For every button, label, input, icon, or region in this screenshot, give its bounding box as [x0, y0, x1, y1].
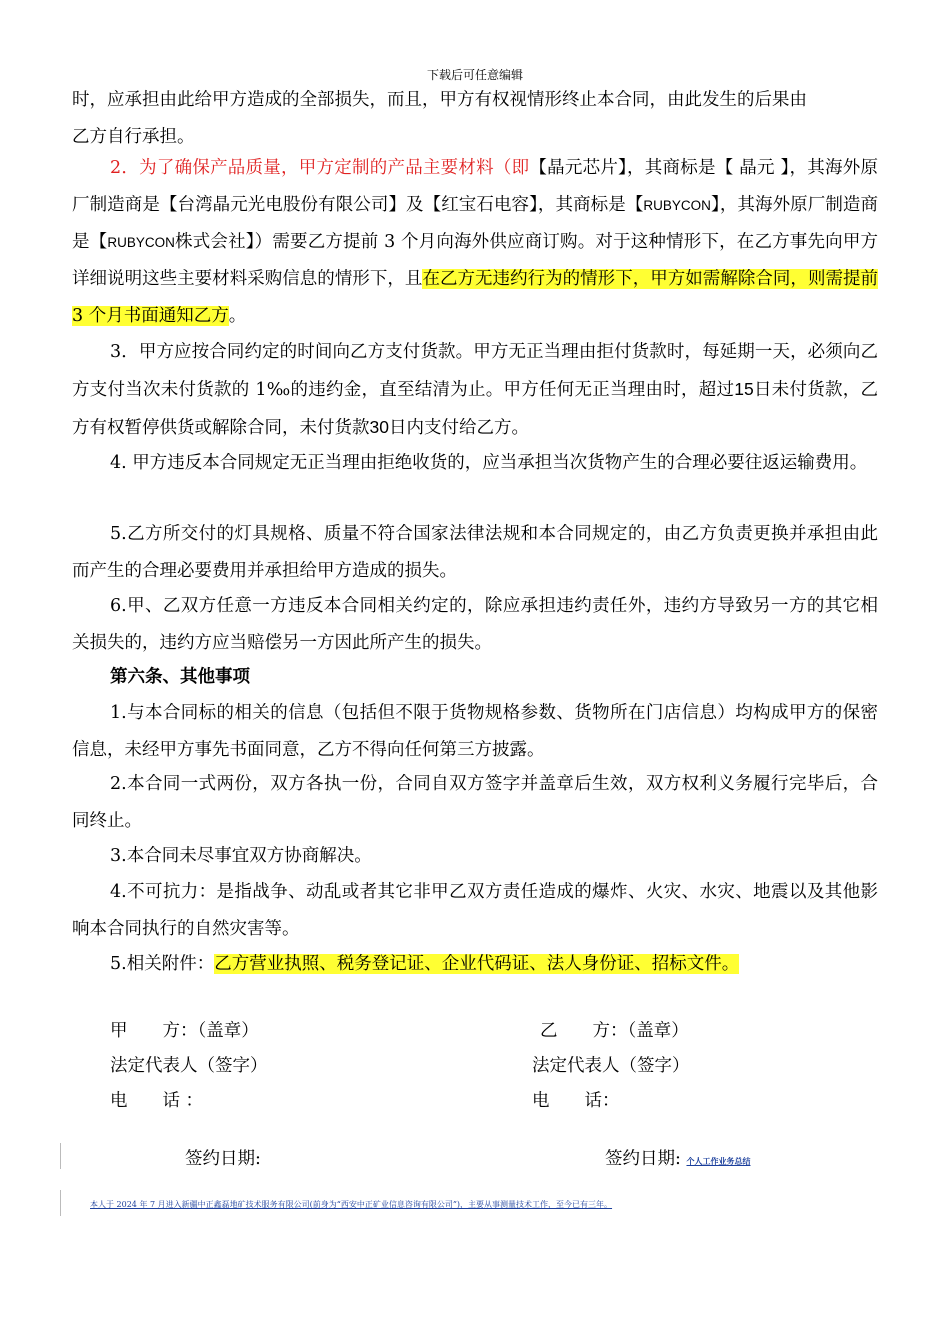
clause-4-paragraph: 4. 甲方违反本合同规定无正当理由拒绝收货的，应当承担当次货物产生的合理必要往返运输费用。: [110, 453, 868, 473]
red-text: 2．为了确保产品质量，甲方定制的产品主要材料（即: [110, 158, 530, 178]
brand-name: RUBYCON: [107, 235, 175, 250]
header-note: 下载后可任意编辑: [426, 68, 523, 82]
sign-date-label: 签约日期:: [605, 1149, 681, 1169]
highlighted-text: 在乙方无违约行为的情形下，甲方如需解除合同，则需提前 3 个月书面通知乙方: [72, 269, 879, 326]
brand-name: RUBYCON: [643, 198, 711, 213]
party-a-phone: 电 话 ：: [110, 1091, 204, 1111]
party-a-sign-date: 签约日期:: [185, 1149, 261, 1169]
paragraph-line: 时，应承担由此给甲方造成的全部损失，而且，甲方有权视情形终止本合同，由此发生的后果由: [72, 90, 807, 110]
other-item-2: 2.本合同一式两份，双方各执一份，合同自双方签字并盖章后生效，双方权利义务履行完毕后，合同终止。: [72, 774, 878, 831]
other-item-4: 4.不可抗力：是指战争、动乱或者其它非甲乙双方责任造成的爆炸、火灾、水灾、地震以及其他影响本合同执行的自然灾害等。: [72, 882, 878, 939]
highlighted-text: 乙方营业执照、税务登记证、企业代码证、法人身份证、招标文件。: [214, 954, 740, 974]
party-a-representative: 法定代表人（签字）: [110, 1056, 268, 1076]
other-item-1: 1.与本合同标的相关的信息（包括但不限于货物规格参数、货物所在门店信息）均构成甲方的保密信息，未经甲方事先书面同意，乙方不得向任何第三方披露。: [72, 703, 878, 760]
number: 15: [734, 379, 754, 399]
clause-3-paragraph: [72, 334, 878, 447]
text-segment: 株式会社】）需要乙方提前 3 个月向海外供应商订购。对于这种情形下，在乙方事先向甲方详细说明这些主要材料采购信息的情形下，且: [72, 232, 879, 289]
clause-2-paragraph: [72, 150, 878, 335]
other-item-5: [72, 946, 878, 983]
section-heading: 第六条、其他事项: [110, 667, 250, 687]
text-segment: 。: [228, 306, 247, 326]
summary-link[interactable]: 个人工作业务总结: [686, 1156, 751, 1166]
text-segment: 【晶元芯片】，其商标是【 晶元 】，其海外原厂制造商是【台湾晶元光电股份有限公司】及【红宝石电容】，其商标是【: [72, 158, 878, 215]
text-segment: 5.相关附件：: [110, 954, 215, 974]
other-item-3: 3.本合同未尽事宜双方协商解决。: [110, 846, 372, 866]
margin-line: [60, 1143, 61, 1169]
text-segment: 日内支付给乙方。: [388, 418, 529, 438]
margin-line: [60, 1190, 61, 1216]
clause-6-paragraph: 6.甲、乙双方任意一方违反本合同相关约定的，除应承担违约责任外，违约方导致另一方的其它相关损失的，违约方应当赔偿另一方因此所产生的损失。: [72, 596, 878, 653]
party-b-phone: 电 话：: [532, 1091, 620, 1111]
party-b-representative: 法定代表人（签字）: [532, 1056, 690, 1076]
party-a-label: 甲 方：（盖章）: [110, 1021, 259, 1041]
text-segment: 】，其海外原厂制造商是【: [72, 195, 878, 252]
party-b-sign-date: [605, 1145, 750, 1170]
footer-note[interactable]: 本人于 2024 年 7 月进入新疆中正鑫磊地矿技术服务有限公司(前身为“西安中正矿业信息咨询有限公司”)，主要从事测量技术工作，至今已有三年。: [90, 1200, 613, 1209]
text-segment: 日未付货款，乙方有权暂停供货或解除合同，未付货款: [72, 380, 878, 438]
paragraph-continued: [72, 82, 878, 156]
clause-5-paragraph: 5.乙方所交付的灯具规格、质量不符合国家法律法规和本合同规定的，由乙方负责更换并承担由此而产生的合理必要费用并承担给甲方造成的损失。: [72, 524, 878, 581]
text-segment: 3．甲方应按合同约定的时间向乙方支付货款。甲方无正当理由拒付货款时，每延期一天，必须向乙方支付当次未付货款的 1‰的违约金，直至结清为止。甲方任何无正当理由时，超过: [72, 342, 878, 400]
party-b-label: 乙 方：（盖章）: [540, 1021, 689, 1041]
paragraph-line: 乙方自行承担。: [72, 127, 195, 147]
number: 30: [369, 417, 389, 437]
